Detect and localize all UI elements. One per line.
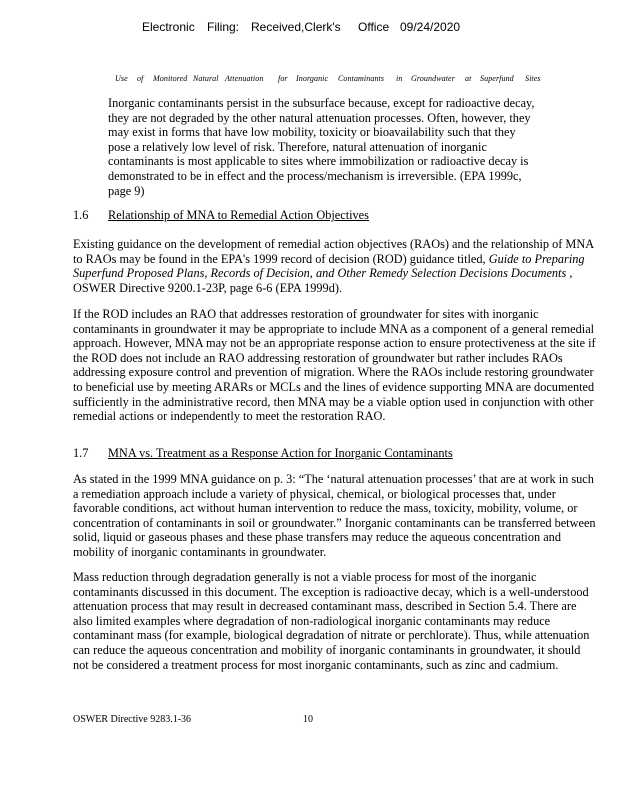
filing-electronic: Electronic — [142, 20, 195, 34]
filing-date: 09/24/2020 — [400, 20, 461, 34]
section-heading-1-7 — [73, 446, 453, 461]
footer-directive: OSWER Directive 9283.1-36 — [73, 714, 192, 725]
section-number: 1.6 — [73, 208, 89, 222]
running-head-word: Use — [115, 74, 128, 83]
running-head-word: at — [465, 74, 472, 83]
paragraph-text: , OSWER Directive 9200.1-23P, page 6-6 (EPA 1999d). — [73, 266, 573, 295]
paragraph-text: Existing guidance on the development of remedial action objectives (RAOs) and the relationship of MNA to RAOs may be found in the EPA's 1999 record of decision (ROD) guidance titled, — [73, 237, 594, 266]
running-head-word: Groundwater — [411, 74, 455, 83]
paragraph-rao-guidance — [73, 237, 599, 295]
page-number: 10 — [303, 714, 313, 725]
block-quote: Inorganic contaminants persist in the subsurface because, except for radioactive decay, they are not degraded by the other natural attenuation processes. Often, however, they may exist in forms that have low mobility, toxicity or bioavailability such that they pose a relatively low level of risk. Therefore, natural attenuation of inorganic contaminants is most applicable to sites where immobilization or radioactive decay is demonstrated to be in effect and the process/mechanism is irreversible. (EPA 1999c, page 9) — [108, 96, 535, 198]
running-head-word: for — [278, 74, 288, 83]
running-head-word: of — [137, 74, 144, 83]
section-title: MNA vs. Treatment as a Response Action for Inorganic Contaminants — [108, 446, 453, 460]
filing-received: Received,Clerk's — [251, 20, 341, 34]
guide-title: Guide to Preparing Superfund Proposed Plans, Records of Decision, and Other Remedy Selection Decisions Documents — [73, 251, 585, 281]
paragraph-mna-guidance: As stated in the 1999 MNA guidance on p. 3: “The ‘natural attenuation processes’ that are at work in such a remediation approach include a variety of physical, chemical, or biological processes that, under favorable conditions, act without human intervention to reduce the mass, toxicity, mobility, volume, or concentration of contaminants in soil or groundwater.” Inorganic contaminants can be transferred between solid, liquid or gaseous phases and these phase transfers may reduce the aqueous concentration and mobility of inorganic contaminants in groundwater. — [73, 472, 596, 559]
section-title: Relationship of MNA to Remedial Action Objectives — [108, 208, 369, 222]
running-head-word: Inorganic — [296, 74, 329, 83]
running-head-word: Attenuation — [225, 74, 264, 83]
running-head-word: Sites — [525, 74, 541, 83]
section-number: 1.7 — [73, 446, 89, 460]
running-head-word: Natural — [193, 74, 219, 83]
filing-office: Office — [358, 20, 390, 34]
running-head-word: Superfund — [480, 74, 514, 83]
running-head-word: Contaminants — [338, 74, 385, 83]
running-head-word: Monitored — [153, 74, 188, 83]
paragraph-rod-rao: If the ROD includes an RAO that addresses restoration of groundwater for sites with inorganic contaminants in groundwater it may be appropriate to include MNA as a component of a general remedial approach. However, MNA may not be an appropriate response action to ensure protectiveness at the site if the ROD does not include an RAO addressing restoration of groundwater but rather includes RAOs addressing exposure control and prevention of migration. Where the RAOs include restoring groundwater to beneficial use by meeting ARARs or MCLs and the lines of evidence supporting MNA are documented sufficiently in the administrative record, then MNA may be a viable option used in conjunction with other remedial actions or independently to meet the restoration RAO. — [73, 307, 596, 424]
running-head-word: in — [396, 74, 403, 83]
section-heading-1-6 — [73, 208, 369, 223]
page-footer — [73, 714, 313, 725]
paragraph-mass-reduction: Mass reduction through degradation generally is not a viable process for most of the inorganic contaminants discussed in this document. The exception is radioactive decay, which is a well-understood attenuation process that may result in decreased contaminant mass, described in Section 5.4. There are also limited examples where degradation of non-radiological inorganic contaminants may reduce contaminant mass (for example, biological degradation of nitrate or perchlorate). Thus, while attenuation can reduce the aqueous concentration and mobility of inorganic contaminants in groundwater, it should not be considered a treatment process for most inorganic contaminants, such as zinc and cadmium. — [73, 570, 590, 672]
filing-label: Filing: — [207, 20, 240, 34]
